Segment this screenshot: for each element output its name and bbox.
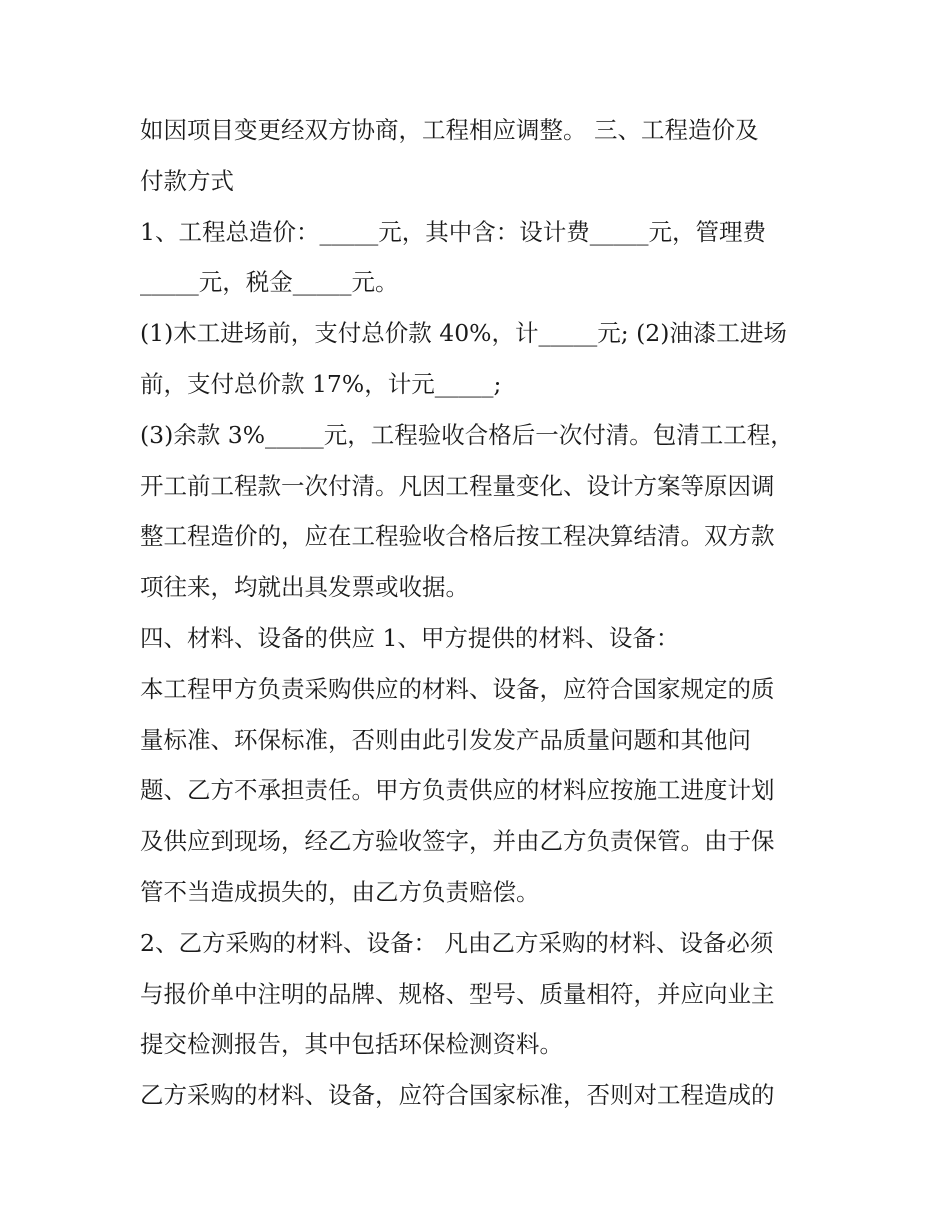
text-line: _____元，税金_____元。 xyxy=(140,268,399,297)
text-line: 前，支付总价款 17%，计元_____; xyxy=(140,369,502,398)
text-line: 付款方式 xyxy=(140,166,234,195)
text-line: 2、乙方采购的材料、设备： 凡由乙方采购的材料、设备必须 xyxy=(140,928,774,957)
text-line: 乙方采购的材料、设备，应符合国家标准，否则对工程造成的 xyxy=(140,1081,775,1110)
text-line: 四、材料、设备的供应 1、甲方提供的材料、设备： xyxy=(140,623,680,652)
text-line: (1)木工进场前，支付总价款 40%，计_____元; (2)油漆工进场 xyxy=(140,319,787,348)
text-line: 1、工程总造价：_____元，其中含：设计费_____元，管理费 xyxy=(140,217,766,246)
document-body xyxy=(140,105,820,1121)
text-line: 管不当造成损失的，由乙方负责赔偿。 xyxy=(140,877,540,906)
text-line: 及供应到现场，经乙方验收签字，并由乙方负责保管。由于保 xyxy=(140,827,775,856)
text-line: 如因项目变更经双方协商，工程相应调整。 三、工程造价及 xyxy=(140,116,759,144)
text-line: 题、乙方不承担责任。甲方负责供应的材料应按施工进度计划 xyxy=(140,776,775,805)
text-line: 项往来，均就出具发票或收据。 xyxy=(140,573,469,602)
text-line: (3)余款 3%_____元，工程验收合格后一次付清。包清工工程， xyxy=(140,420,794,449)
text-line: 整工程造价的，应在工程验收合格后按工程决算结清。双方款 xyxy=(140,522,775,551)
text-line: 量标准、环保标准，否则由此引发发产品质量问题和其他问 xyxy=(140,725,751,754)
text-line: 与报价单中注明的品牌、规格、型号、质量相符，并应向业主 xyxy=(140,979,775,1008)
text-line: 提交检测报告，其中包括环保检测资料。 xyxy=(140,1030,563,1059)
text-line: 开工前工程款一次付清。凡因工程量变化、设计方案等原因调 xyxy=(140,471,775,500)
text-line: 本工程甲方负责采购供应的材料、设备，应符合国家规定的质 xyxy=(140,674,775,703)
